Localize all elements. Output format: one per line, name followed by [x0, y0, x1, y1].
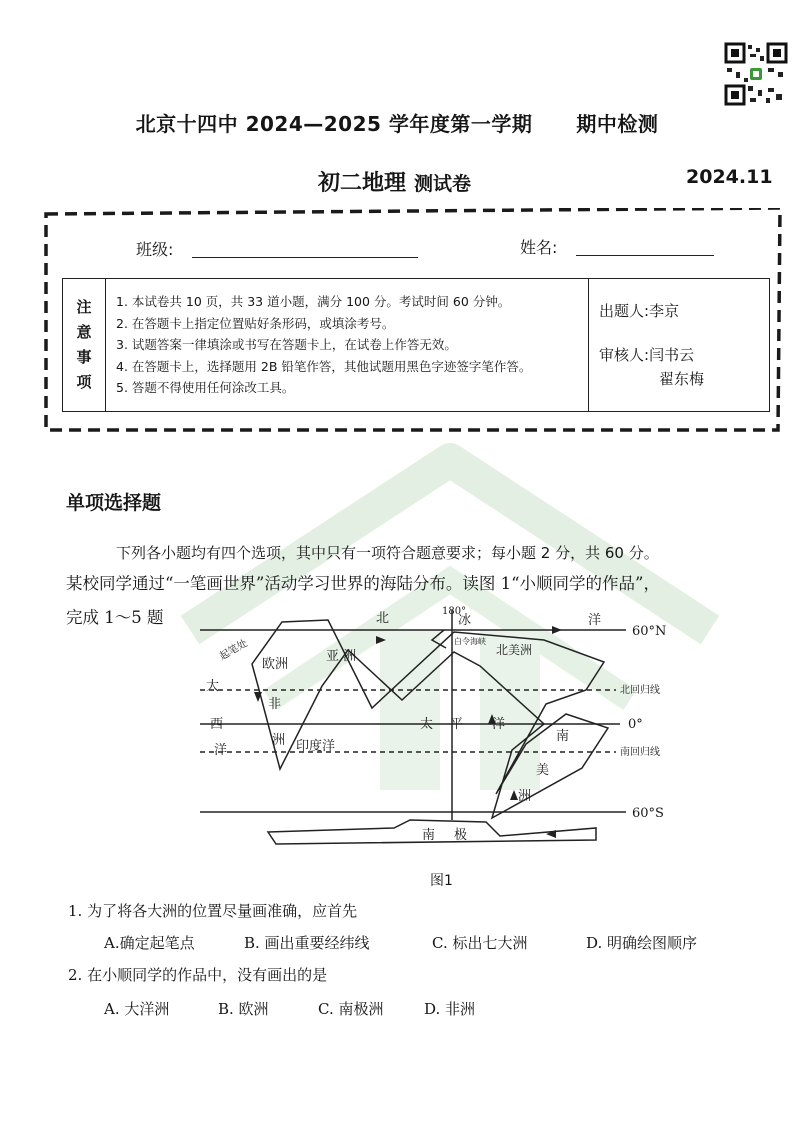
question-2-option-a[interactable]: A. 大洋洲 [104, 1000, 170, 1018]
notice-table [62, 278, 770, 412]
paper-word: 测试卷 [414, 173, 472, 195]
notice-item: 1. 本试卷共 10 页，共 33 道小题，满分 100 分。考试时间 60 分钟。 [116, 294, 511, 310]
setter-label: 出题人: [599, 302, 650, 320]
label-africa: 洲 [272, 733, 286, 748]
label-antarctica: 极 [454, 828, 468, 843]
subject-title [318, 166, 471, 197]
subject-name: 初二地理 [318, 170, 407, 196]
question-2-option-c[interactable]: C. 南极洲 [318, 1000, 384, 1018]
label-indian: 印度洋 [296, 739, 336, 754]
notice-heading [63, 279, 106, 412]
name-field[interactable] [576, 255, 714, 256]
label-tropic-s: 南回归线 [620, 747, 660, 758]
notice-heading-char: 意 [76, 323, 92, 341]
question-1-stem: 1. 为了将各大洲的位置尽量画准确，应首先 [68, 902, 358, 920]
school-term: 北京十四中 2024—2025 学年度第一学期 [135, 112, 533, 136]
name-label: 姓名: [520, 238, 558, 257]
label-antarctica: 南 [422, 828, 436, 843]
notice-item: 3. 试题答案一律填涂或书写在答题卡上，在试卷上作答无效。 [116, 337, 457, 353]
label-180: 180° [442, 606, 467, 617]
label-bei: 北 [376, 611, 390, 626]
label-europe: 欧洲 [262, 657, 289, 672]
exam-date: 2024.11 [686, 166, 773, 188]
class-field[interactable] [192, 257, 418, 258]
label-atlantic: 大 [206, 679, 220, 694]
question-1-option-b[interactable]: B. 画出重要经纬线 [244, 934, 370, 952]
label-start-point: 起笔处 [218, 638, 250, 663]
label-atlantic: 洋 [214, 743, 228, 758]
reviewer-name: 翟东梅 [659, 370, 705, 388]
label-south-america: 南 [556, 729, 570, 744]
label-60s: 60°S [632, 806, 664, 821]
notice-item: 2. 在答题卡上指定位置贴好条形码，或填涂考号。 [116, 315, 395, 331]
question-2-option-d[interactable]: D. 非洲 [424, 1000, 476, 1018]
notice-heading-char: 事 [76, 348, 92, 366]
reviewer-label: 审核人: [599, 346, 650, 364]
label-60n: 60°N [632, 624, 667, 639]
section-intro: 下列各小题均有四个选项，其中只有一项符合题意要求；每小题 2 分，共 60 分。 [116, 544, 659, 562]
reviewer-name: 闫书云 [649, 346, 695, 364]
label-tropic-n: 北回归线 [620, 685, 660, 696]
qr-code[interactable] [724, 42, 788, 106]
setter-cell [589, 279, 770, 412]
exam-type: 期中检测 [576, 112, 659, 136]
label-pacific: 太 [420, 717, 434, 732]
label-south-america: 美 [536, 763, 550, 778]
notice-heading-char: 注 [76, 298, 92, 316]
notice-heading-char: 项 [76, 373, 92, 391]
label-strait: 白令海峡 [454, 637, 486, 646]
question-1-option-c[interactable]: C. 标出七大洲 [432, 934, 528, 952]
notice-item: 5. 答题不得使用任何涂改工具。 [116, 380, 295, 396]
section-title: 单项选择题 [66, 492, 162, 514]
notice-item: 4. 在答题卡上，选择题用 2B 铅笔作答，其他试题用黑色字迹签字笔作答。 [116, 358, 532, 374]
class-label: 班级: [136, 240, 174, 259]
question-1-option-a[interactable]: A.确定起笔点 [104, 934, 195, 952]
setter-name: 李京 [649, 302, 680, 320]
figure-1-map [196, 604, 688, 858]
exam-title [0, 108, 794, 137]
label-equator: 0° [628, 717, 643, 732]
label-yang: 洋 [588, 613, 602, 628]
notice-items [106, 279, 589, 412]
passage-line: 完成 1～5 题 [66, 608, 164, 627]
label-asia: 亚 洲 [326, 649, 357, 664]
label-bing: 冰 [458, 613, 472, 628]
question-1-option-d[interactable]: D. 明确绘图顺序 [586, 934, 698, 952]
label-north-america: 北美洲 [496, 643, 533, 657]
label-pacific: 平 [450, 717, 464, 732]
question-2-stem: 2. 在小顺同学的作品中，没有画出的是 [68, 966, 328, 984]
passage-line: 某校同学通过“一笔画世界”活动学习世界的海陆分布。读图 1“小顺同学的作品”， [66, 574, 660, 593]
label-south-america: 洲 [518, 789, 532, 804]
figure-caption: 图1 [430, 873, 453, 889]
label-africa: 非 [268, 697, 282, 712]
label-atlantic: 西 [210, 717, 224, 732]
label-pacific: 洋 [492, 717, 506, 732]
question-2-option-b[interactable]: B. 欧洲 [218, 1000, 269, 1018]
